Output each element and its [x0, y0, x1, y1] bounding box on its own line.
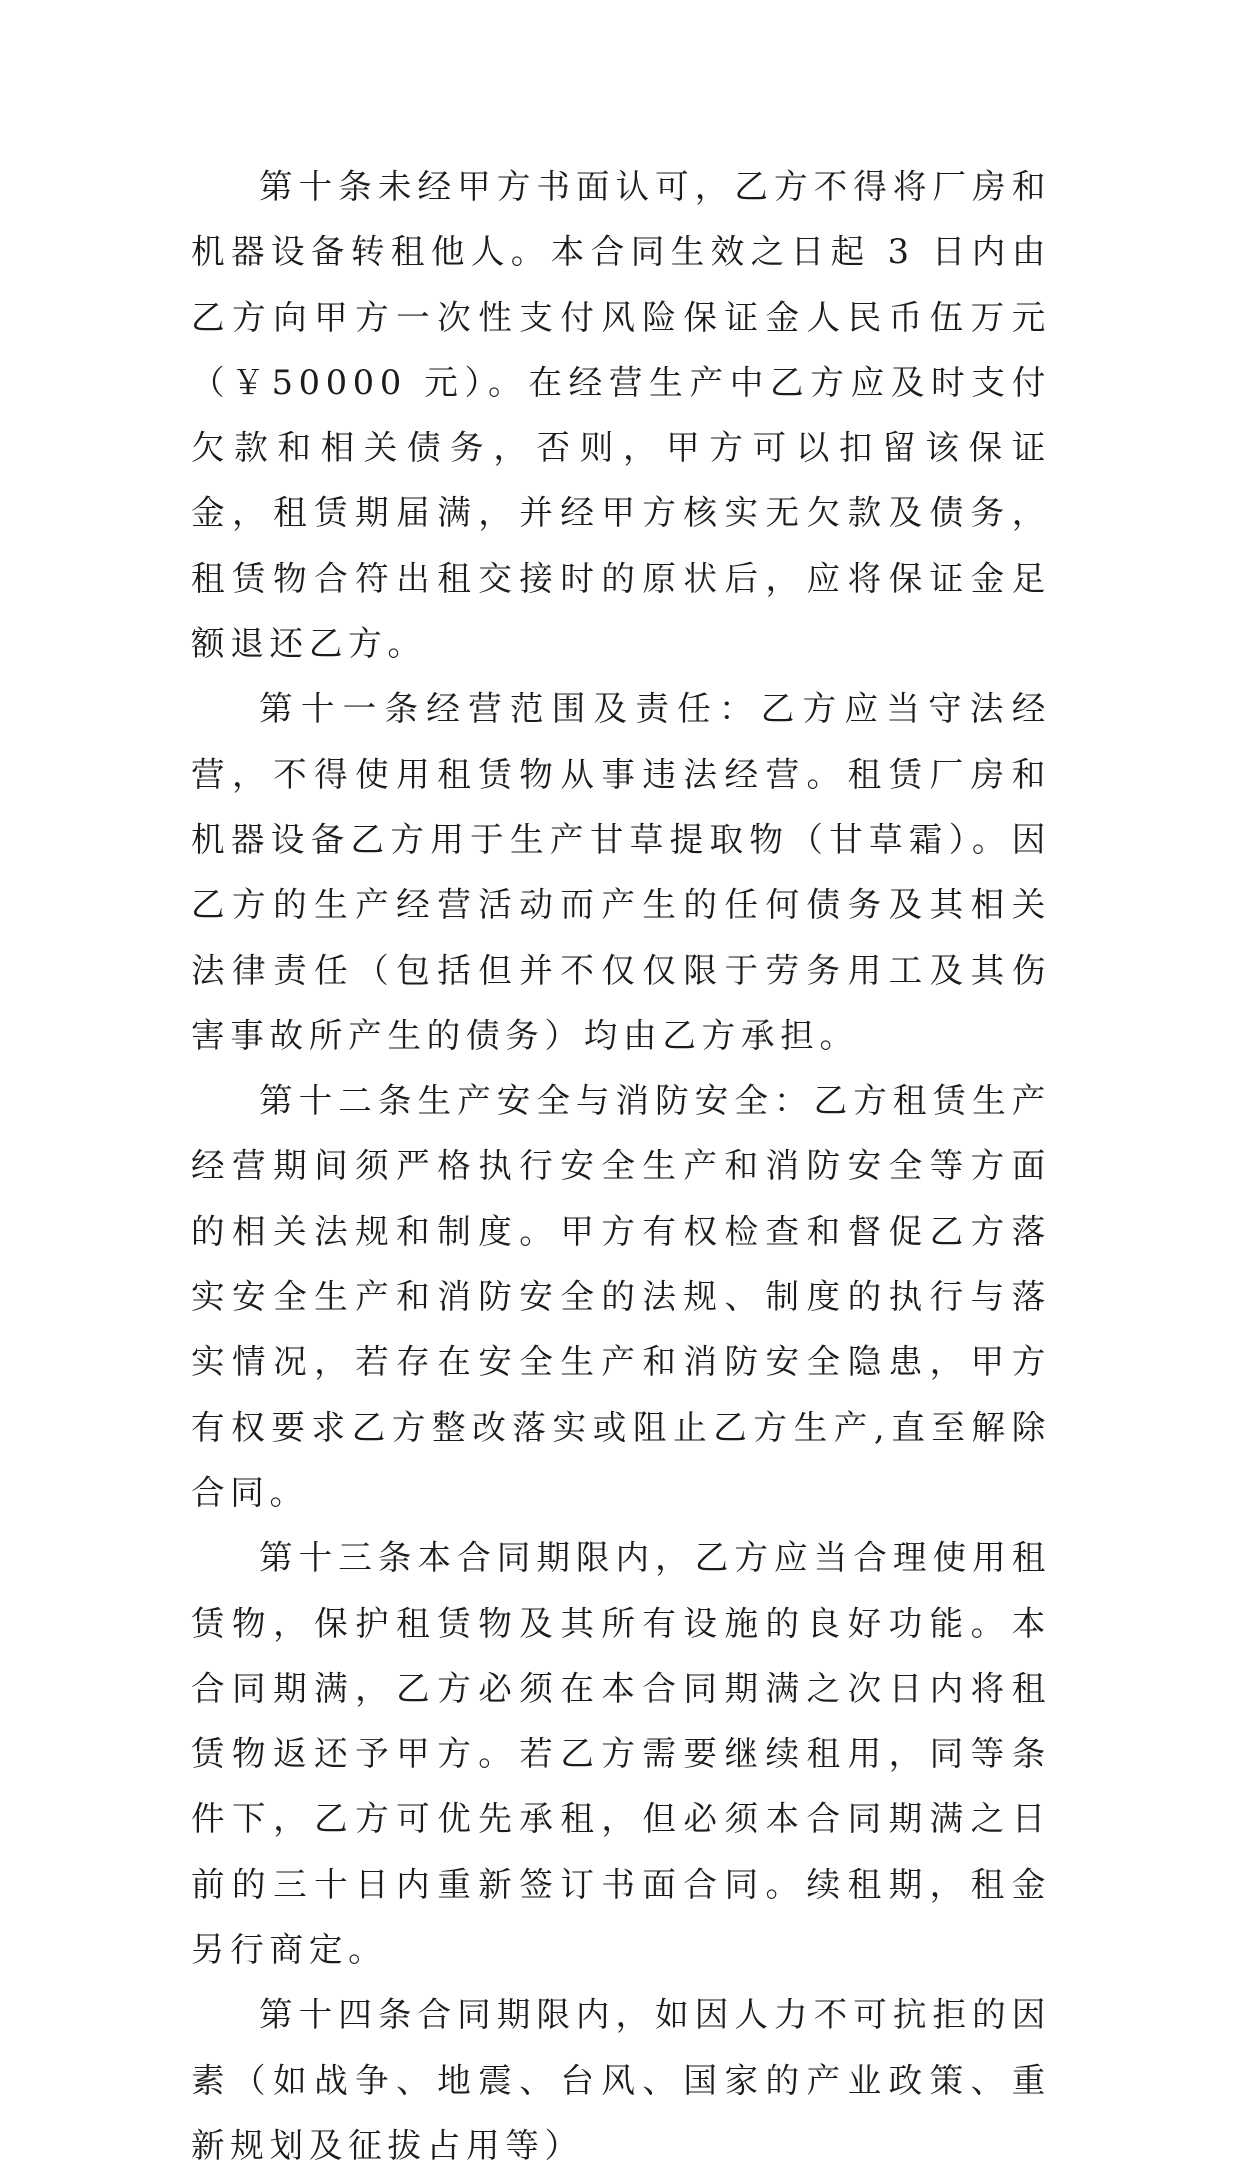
clause-14-paragraph: 第十四条合同期限内，如因人力不可抗拒的因素（如战争、地震、台风、国家的产业政策、重新规划及征拔占用等）: [191, 1995, 1051, 2165]
clause-13-paragraph: 第十三条本合同期限内，乙方应当合理使用租赁物，保护租赁物及其所有设施的良好功能。本合同期满，乙方必须在本合同期满之次日内将租赁物返还予甲方。若乙方需要继续租用，同等条件下，乙方可优先承租，但必须本合同期满之日前的三十日内重新签订书面合同。续租期，租金另行商定。: [191, 1538, 1051, 1970]
clause-10-paragraph: 第十条未经甲方书面认可，乙方不得将厂房和机器设备转租他人。本合同生效之日起 3 日内由乙方向甲方一次性支付风险保证金人民币伍万元（￥50000 元）。在经营生产中乙方应及时支付欠款和相关债务，否则，甲方可以扣留该保证金，租赁期届满，并经甲方核实无欠款及债务，租赁物合符出租交接时的原状后，应将保证金足额退还乙方。: [191, 167, 1051, 664]
clause-11-paragraph: 第十一条经营范围及责任：乙方应当守法经营，不得使用租赁物从事违法经营。租赁厂房和机器设备乙方用于生产甘草提取物（甘草霜）。因乙方的生产经营活动而产生的任何债务及其相关法律责任（包括但并不仅仅限于劳务用工及其伤害事故所产生的债务）均由乙方承担。: [191, 689, 1051, 1055]
contract-body: [191, 154, 1051, 2178]
clause-12-paragraph: 第十二条生产安全与消防安全：乙方租赁生产经营期间须严格执行安全生产和消防安全等方面的相关法规和制度。甲方有权检查和督促乙方落实安全生产和消防安全的法规、制度的执行与落实情况，若存在安全生产和消防安全隐患，甲方有权要求乙方整改落实或阻止乙方生产,直至解除合同。: [191, 1081, 1051, 1512]
